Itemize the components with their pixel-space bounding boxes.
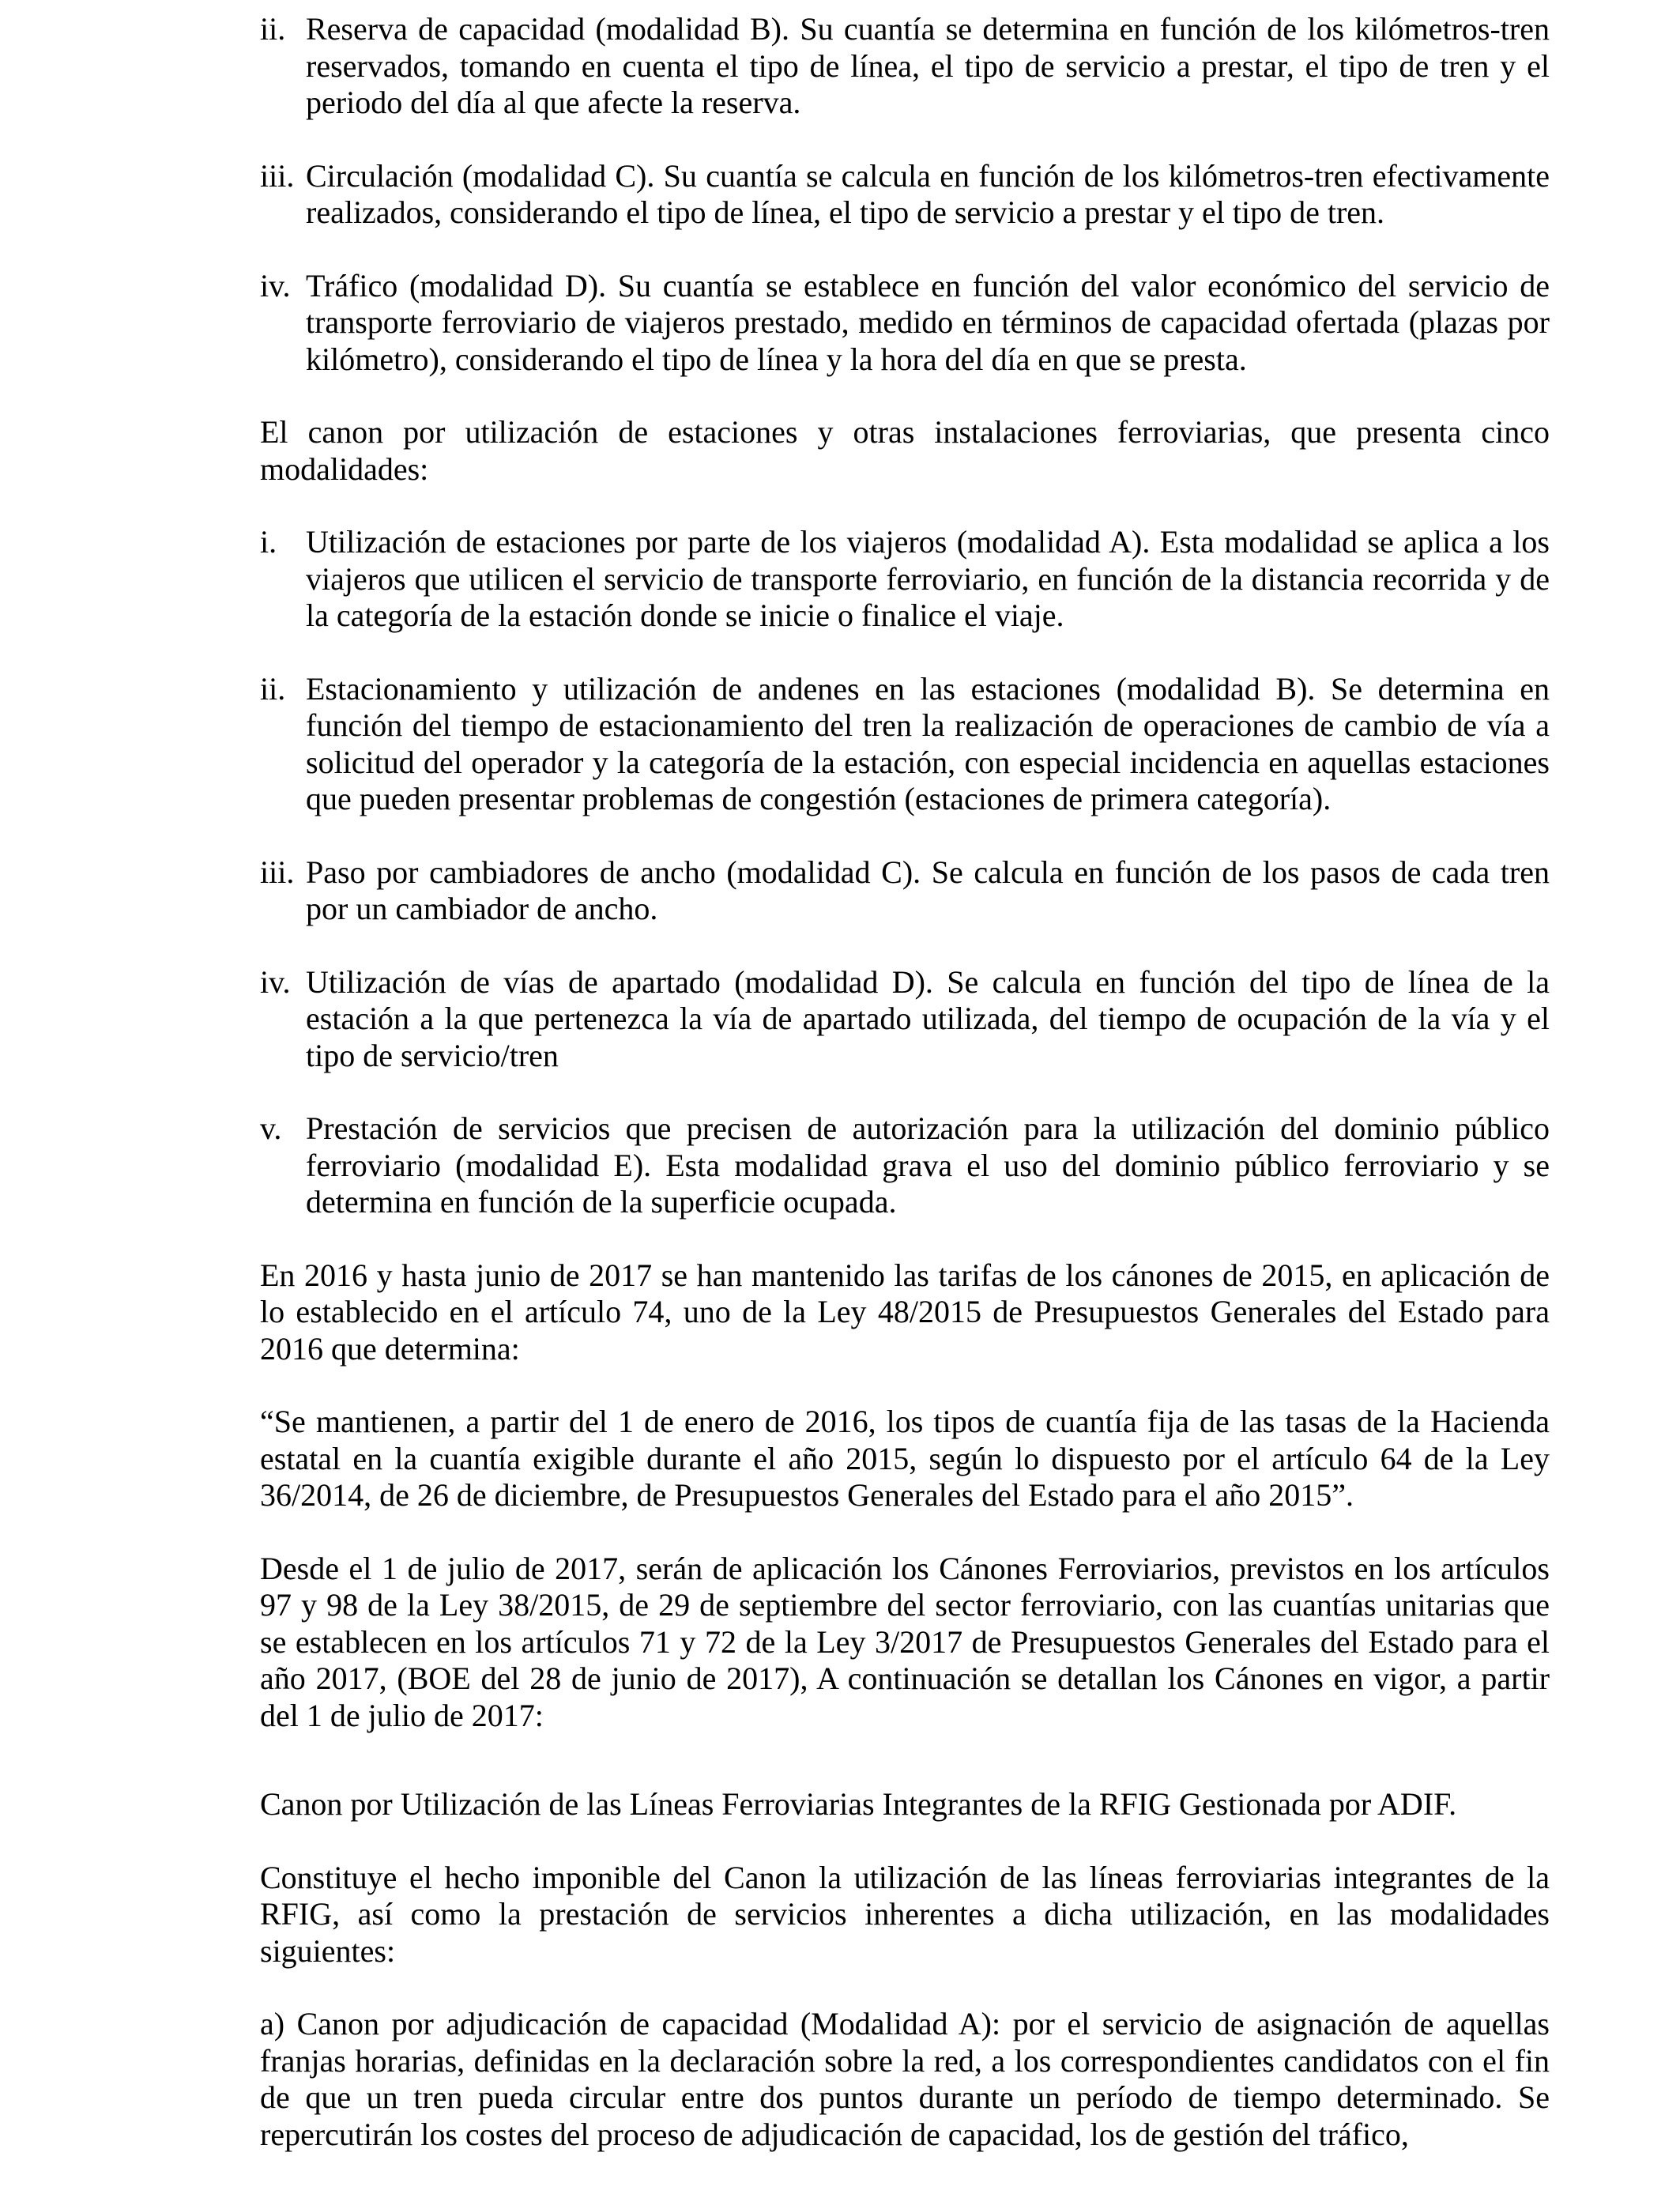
paragraph-hecho-imponible: Constituye el hecho imponible del Canon la utilización de las líneas ferroviarias integrantes de la RFIG, así como la prestación de servicios inherentes a dicha utilización, en las modalidades siguientes: — [260, 1859, 1550, 1969]
list2-item-iv — [260, 964, 1550, 1075]
document-page — [260, 11, 1550, 2153]
list2-item-i — [260, 524, 1550, 635]
list-number: iv. — [260, 267, 291, 303]
list-number: ii. — [260, 11, 286, 47]
list-text: Estacionamiento y utilización de andenes en las estaciones (modalidad B). Se determina en función del tiempo de estacionamiento del tren la realización de operaciones de cambio de vía a solicitud del operador y la categoría de la estación, con especial incidencia en aquellas estaciones que pueden presentar problemas de congestión (estaciones de primera categoría). — [306, 670, 1550, 816]
paragraph-2017: Desde el 1 de julio de 2017, serán de aplicación los Cánones Ferroviarios, previstos en los artículos 97 y 98 de la Ley 38/2015, de 29 de septiembre del sector ferroviario, con las cuantías unitarias que se establecen en los artículos 71 y 72 de la Ley 3/2017 de Presupuestos Generales del Estado para el año 2017, (BOE del 28 de junio de 2017), A continuación se detallan los Cánones en vigor, a partir del 1 de julio de 2017: — [260, 1550, 1550, 1733]
list-number: i. — [260, 524, 277, 560]
list-text: Prestación de servicios que precisen de autorización para la utilización del dominio público ferroviario (modalidad E). Esta modalidad grava el uso del dominio público ferroviario y se determina en función de la superficie ocupada. — [306, 1110, 1550, 1220]
intro-paragraph-estaciones: El canon por utilización de estaciones y otras instalaciones ferroviarias, que presenta cinco modalidades: — [260, 414, 1550, 487]
paragraph-modalidad-a: a) Canon por adjudicación de capacidad (Modalidad A): por el servicio de asignación de aquellas franjas horarias, definidas en la declaración sobre la red, a los correspondientes candidatos con el fin de que un tren pueda circular entre dos puntos durante un período de tiempo determinado. Se repercutirán los costes del proceso de adjudicación de capacidad, los de gestión del tráfico, — [260, 2006, 1550, 2152]
list-text: Utilización de vías de apartado (modalidad D). Se calcula en función del tipo de línea de la estación a la que pertenezca la vía de apartado utilizada, del tiempo de ocupación de la vía y el tipo de servicio/tren — [306, 963, 1550, 1073]
list2-item-iii — [260, 854, 1550, 928]
list2-item-v — [260, 1110, 1550, 1221]
list-number: iii. — [260, 854, 295, 890]
list-text: Tráfico (modalidad D). Su cuantía se establece en función del valor económico del servicio de transporte ferroviario de viajeros prestado, medido en términos de capacidad ofertada (plazas por kilómetro), considerando el tipo de línea y la hora del día en que se presta. — [306, 267, 1550, 377]
list-text: Utilización de estaciones por parte de los viajeros (modalidad A). Esta modalidad se aplica a los viajeros que utilicen el servicio de transporte ferroviario, en función de la distancia recorrida y de la categoría de la estación donde se inicie o finalice el viaje. — [306, 524, 1550, 633]
list-number: v. — [260, 1110, 282, 1146]
list2-item-ii — [260, 671, 1550, 818]
list-text: Circulación (modalidad C). Su cuantía se calcula en función de los kilómetros-tren efectivamente realizados, considerando el tipo de línea, el tipo de servicio a prestar y el tipo de tren. — [306, 157, 1550, 230]
list-number: iii. — [260, 157, 295, 194]
list1-item-iii — [260, 158, 1550, 232]
list-text: Reserva de capacidad (modalidad B). Su cuantía se determina en función de los kilómetros-tren reservados, tomando en cuenta el tipo de línea, el tipo de servicio a prestar, el tipo de tren y el periodo del día al que afecte la reserva. — [306, 11, 1550, 120]
section-heading: Canon por Utilización de las Líneas Ferroviarias Integrantes de la RFIG Gestionada por ADIF. — [260, 1786, 1457, 1822]
quote-paragraph: “Se mantienen, a partir del 1 de enero de 2016, los tipos de cuantía fija de las tasas de la Hacienda estatal en la cuantía exigible durante el año 2015, según lo dispuesto por el artículo 64 de la Ley 36/2014, de 26 de diciembre, de Presupuestos Generales del Estado para el año 2015”. — [260, 1404, 1550, 1513]
list-number: iv. — [260, 963, 291, 1000]
list-number: ii. — [260, 670, 286, 707]
list1-item-iv — [260, 268, 1550, 379]
list1-item-ii — [260, 11, 1550, 122]
list-text: Paso por cambiadores de ancho (modalidad C). Se calcula en función de los pasos de cada tren por un cambiador de ancho. — [306, 854, 1550, 926]
paragraph-2016: En 2016 y hasta junio de 2017 se han mantenido las tarifas de los cánones de 2015, en aplicación de lo establecido en el artículo 74, uno de la Ley 48/2015 de Presupuestos Generales del Estado para 2016 que determina: — [260, 1257, 1550, 1367]
